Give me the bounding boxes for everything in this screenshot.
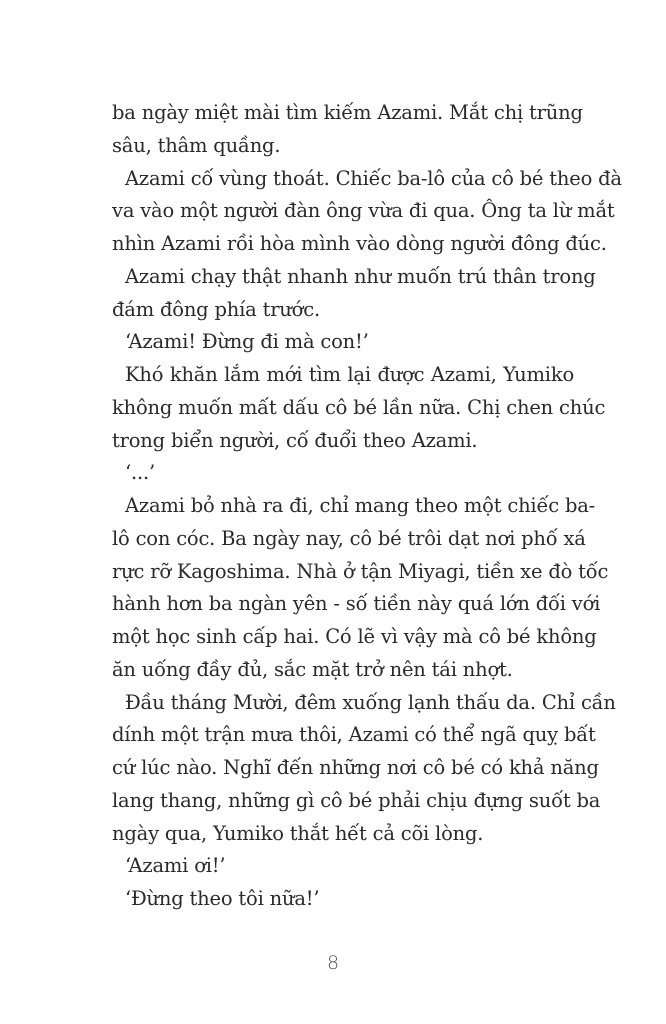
paragraph — [112, 359, 606, 457]
paragraph — [112, 97, 583, 163]
text-line: dính một trận mưa thôi, Azami có thể ngã quỵ bất — [112, 723, 596, 747]
text-line: ‘Đừng theo tôi nữa!’ — [125, 887, 320, 910]
paragraph — [112, 490, 609, 687]
text-line: ‘Azami ơi!’ — [125, 854, 226, 878]
text-line: va vào một người đàn ông vừa đi qua. Ông ta lừ mắt — [112, 199, 615, 223]
text-line: trong biển người, cố đuổi theo Azami. — [112, 428, 478, 452]
text-line: ăn uống đầy đủ, sắc mặt trở nên tái nhợt. — [112, 657, 513, 681]
text-line: ‘Azami! Đừng đi mà con!’ — [125, 330, 369, 354]
text-line: Azami cố vùng thoát. Chiếc ba-lô của cô bé theo đà — [125, 166, 622, 190]
text-line: lô con cóc. Ba ngày nay, cô bé trôi dạt nơi phố xá — [112, 526, 586, 550]
page-number: 8 — [326, 952, 340, 974]
paragraph — [112, 261, 596, 327]
text-line: không muốn mất dấu cô bé lần nữa. Chị chen chúc — [112, 395, 606, 419]
text-line: cứ lúc nào. Nghĩ đến những nơi cô bé có khả năng — [112, 756, 599, 779]
text-line: lang thang, những gì cô bé phải chịu đựng suốt ba — [112, 788, 601, 812]
text-line: ‘...’ — [125, 461, 155, 485]
text-line: hành hơn ba ngàn yên - số tiền này quá lớn đối với — [112, 592, 601, 616]
text-line: Azami chạy thật nhanh như muốn trú thân trong — [125, 264, 596, 288]
text-line: ngày qua, Yumiko thắt hết cả cõi lòng. — [112, 821, 484, 845]
text-line: một học sinh cấp hai. Có lẽ vì vậy mà cô bé không — [112, 625, 597, 648]
text-line: ba ngày miệt mài tìm kiếm Azami. Mắt chị trũng — [112, 101, 583, 124]
text-line: Azami bỏ nhà ra đi, chỉ mang theo một chiếc ba- — [125, 494, 596, 517]
paragraph — [112, 850, 574, 883]
text-line: nhìn Azami rồi hòa mình vào dòng người đông đúc. — [112, 232, 607, 255]
text-line: đám đông phía trước. — [112, 297, 320, 321]
text-line: rực rỡ Kagoshima. Nhà ở tận Miyagi, tiền xe đò tốc — [112, 559, 609, 583]
paragraph — [112, 457, 574, 490]
paragraph — [112, 326, 574, 359]
paragraph — [112, 687, 616, 851]
paragraph — [112, 883, 574, 916]
page-body-text — [112, 97, 622, 916]
text-line: Đầu tháng Mười, đêm xuống lạnh thấu da. Chỉ cần — [125, 690, 616, 714]
text-line: Khó khăn lắm mới tìm lại được Azami, Yumiko — [125, 363, 574, 386]
paragraph — [112, 163, 622, 261]
text-line: sâu, thâm quầng. — [112, 133, 281, 157]
